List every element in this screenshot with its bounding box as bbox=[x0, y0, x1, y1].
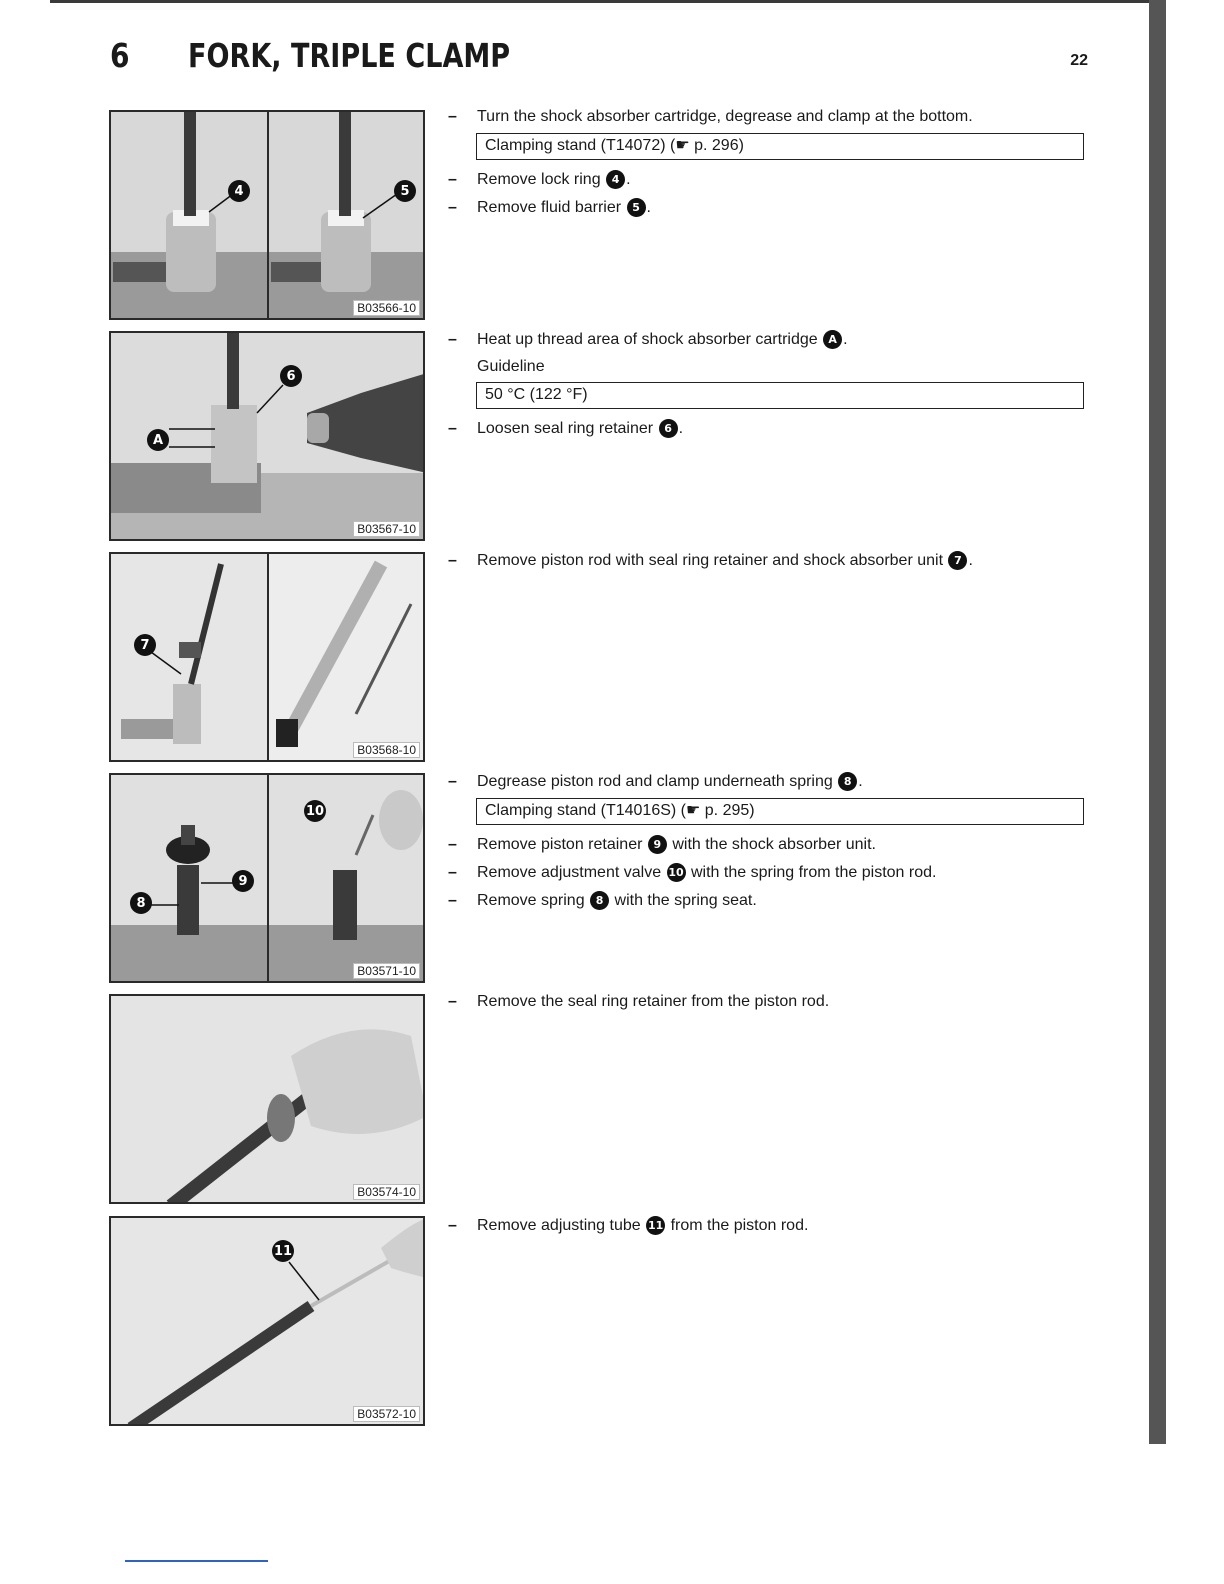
step-text: . bbox=[626, 171, 631, 188]
instruction-block-3 bbox=[448, 547, 1084, 575]
figure-adjusting-tube bbox=[109, 1216, 425, 1426]
callout-ref: 8 bbox=[590, 891, 609, 910]
step-text: Remove the seal ring retainer from the piston rod. bbox=[477, 993, 830, 1010]
instruction-step bbox=[448, 768, 1084, 796]
step-text: Remove adjusting tube bbox=[477, 1217, 641, 1234]
figure-spring bbox=[109, 773, 425, 983]
figure-seal-ring bbox=[109, 994, 425, 1204]
step-text: Remove adjustment valve bbox=[477, 864, 662, 881]
guideline-box: 50 °C (122 °F) bbox=[476, 382, 1084, 409]
instruction-step bbox=[448, 103, 1084, 131]
section-number: 6 bbox=[110, 36, 130, 75]
callout-5: 5 bbox=[394, 180, 416, 202]
step-text: . bbox=[858, 773, 863, 790]
step-text: Loosen seal ring retainer bbox=[477, 420, 654, 437]
callout-ref: 8 bbox=[838, 772, 857, 791]
page-header bbox=[108, 36, 1088, 80]
instruction-block-4 bbox=[448, 768, 1084, 915]
figure-photo bbox=[111, 775, 425, 983]
step-text: . bbox=[843, 331, 848, 348]
instruction-step bbox=[448, 326, 1084, 354]
instruction-step bbox=[448, 547, 1084, 575]
callout-7: 7 bbox=[134, 634, 156, 656]
step-text: with the spring from the piston rod. bbox=[691, 864, 937, 881]
tool-box: Clamping stand (T14072) (☛ p. 296) bbox=[476, 133, 1084, 160]
callout-ref: 7 bbox=[948, 551, 967, 570]
top-rule bbox=[50, 0, 1150, 3]
callout-ref: 10 bbox=[667, 863, 686, 882]
instruction-step bbox=[448, 194, 1084, 222]
figure-code: B03574-10 bbox=[353, 1184, 420, 1200]
guideline-label: Guideline bbox=[477, 358, 545, 375]
figure-photo bbox=[111, 554, 425, 762]
step-text: Heat up thread area of shock absorber cartridge bbox=[477, 331, 818, 348]
figure-lock-ring bbox=[109, 110, 425, 320]
step-text: Remove spring bbox=[477, 892, 585, 909]
instruction-step bbox=[448, 1212, 1084, 1240]
step-text: Degrease piston rod and clamp underneath spring bbox=[477, 773, 833, 790]
callout-ref: 11 bbox=[646, 1216, 665, 1235]
figure-piston-rod bbox=[109, 552, 425, 762]
tool-box: Clamping stand (T14016S) (☛ p. 295) bbox=[476, 798, 1084, 825]
callout-8: 8 bbox=[130, 892, 152, 914]
page-number: 22 bbox=[1070, 52, 1088, 69]
step-text: . bbox=[968, 552, 973, 569]
callout-9: 9 bbox=[232, 870, 254, 892]
figure-code: B03572-10 bbox=[353, 1406, 420, 1422]
figure-code: B03567-10 bbox=[353, 521, 420, 537]
callout-ref: 9 bbox=[648, 835, 667, 854]
step-text: . bbox=[646, 199, 651, 216]
instruction-step bbox=[448, 859, 1084, 887]
figure-photo bbox=[111, 1218, 425, 1426]
figure-heat-thread bbox=[109, 331, 425, 541]
callout-6: 6 bbox=[280, 365, 302, 387]
step-text: Remove piston rod with seal ring retainer and shock absorber unit bbox=[477, 552, 944, 569]
callout-ref: 4 bbox=[606, 170, 625, 189]
figure-photo bbox=[111, 996, 425, 1204]
step-text: with the shock absorber unit. bbox=[672, 836, 876, 853]
instruction-block-2 bbox=[448, 326, 1084, 443]
step-text: Turn the shock absorber cartridge, degrease and clamp at the bottom. bbox=[477, 108, 973, 125]
step-text: Remove lock ring bbox=[477, 171, 601, 188]
section-title: FORK, TRIPLE CLAMP bbox=[188, 36, 511, 75]
callout-10: 10 bbox=[304, 800, 326, 822]
instruction-block-6 bbox=[448, 1212, 1084, 1240]
instruction-step bbox=[448, 166, 1084, 194]
instruction-block-5 bbox=[448, 988, 1084, 1016]
step-text: from the piston rod. bbox=[670, 1217, 809, 1234]
page-edge-bar bbox=[1149, 0, 1166, 1444]
instruction-step bbox=[448, 831, 1084, 859]
callout-4: 4 bbox=[228, 180, 250, 202]
step-text: Remove piston retainer bbox=[477, 836, 643, 853]
figure-code: B03571-10 bbox=[353, 963, 420, 979]
bottom-link-underline[interactable] bbox=[125, 1560, 268, 1562]
instruction-step bbox=[448, 415, 1084, 443]
figure-code: B03568-10 bbox=[353, 742, 420, 758]
step-text: . bbox=[678, 420, 684, 437]
instruction-block-1 bbox=[448, 103, 1084, 222]
step-text: Remove fluid barrier bbox=[477, 199, 622, 216]
callout-ref: 5 bbox=[627, 198, 646, 217]
callout-ref: 6 bbox=[659, 419, 678, 438]
callout-A: A bbox=[147, 429, 169, 451]
instruction-step bbox=[448, 887, 1084, 915]
instruction-step bbox=[448, 988, 1084, 1016]
callout-11: 11 bbox=[272, 1240, 294, 1262]
callout-ref: A bbox=[823, 330, 842, 349]
step-text: with the spring seat. bbox=[614, 892, 757, 909]
figure-photo bbox=[111, 112, 425, 320]
figure-code: B03566-10 bbox=[353, 300, 420, 316]
